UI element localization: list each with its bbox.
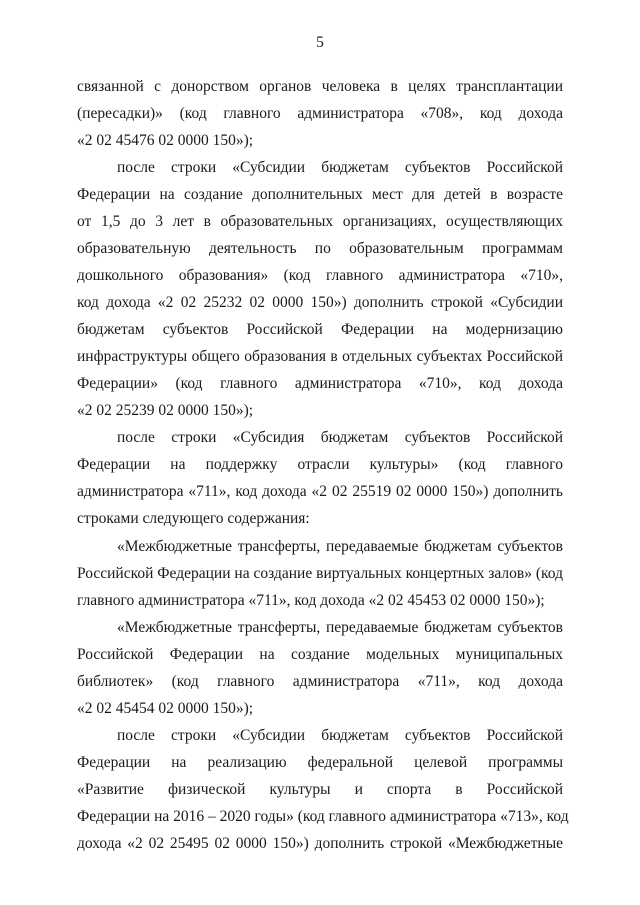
text-line: дохода «2 02 25495 02 0000 150») дополнить строкой «Межбюджетные	[77, 835, 563, 852]
text-line: после строки «Субсидии бюджетам субъектов Российской	[117, 727, 563, 744]
text-line: Российской Федерации на создание виртуальных концертных залов» (код	[77, 565, 563, 582]
text-line: инфраструктуры общего образования в отдельных субъектах Российской	[77, 348, 563, 365]
text-line: от 1,5 до 3 лет в образовательных организациях, осуществляющих	[77, 213, 563, 230]
text-line: после строки «Субсидии бюджетам субъектов Российской	[117, 159, 563, 176]
text-line: Федерации на реализацию федеральной целевой программы	[77, 754, 563, 771]
text-line: дошкольного образования» (код главного администратора «710»,	[77, 267, 563, 284]
text-line: бюджетам субъектов Российской Федерации на модернизацию	[77, 321, 563, 338]
text-line: Федерации на поддержку отрасли культуры» (код главного	[77, 456, 563, 473]
text-line: Федерации» (код главного администратора «710», код дохода	[77, 375, 563, 392]
text-line: (пересадки)» (код главного администратора «708», код дохода	[77, 105, 563, 122]
text-line: библиотек» (код главного администратора «711», код дохода	[77, 673, 563, 690]
text-line: связанной с донорством органов человека в целях трансплантации	[77, 78, 563, 95]
text-line: «2 02 45476 02 0000 150»);	[77, 132, 254, 149]
text-line: «Развитие физической культуры и спорта в Российской	[77, 781, 563, 798]
text-line: после строки «Субсидия бюджетам субъектов Российской	[117, 429, 563, 446]
text-line: Федерации на 2016 – 2020 годы» (код главного администратора «713», код	[77, 808, 569, 825]
text-line: код дохода «2 02 25232 02 0000 150») дополнить строкой «Субсидии	[77, 294, 563, 311]
text-line: «Межбюджетные трансферты, передаваемые бюджетам субъектов	[117, 538, 563, 555]
text-line: строками следующего содержания:	[77, 510, 310, 527]
text-line: администратора «711», код дохода «2 02 25519 02 0000 150») дополнить	[77, 483, 563, 500]
text-line: Российской Федерации на создание модельных муниципальных	[77, 646, 563, 663]
text-line: образовательную деятельность по образовательным программам	[77, 240, 563, 257]
text-line: «2 02 25239 02 0000 150»);	[77, 402, 254, 419]
page-number: 5	[316, 34, 324, 51]
text-line: «2 02 45454 02 0000 150»);	[77, 700, 254, 717]
text-line: Федерации на создание дополнительных мест для детей в возрасте	[77, 186, 563, 203]
text-line: главного администратора «711», код дохода «2 02 45453 02 0000 150»);	[77, 592, 545, 609]
text-line: «Межбюджетные трансферты, передаваемые бюджетам субъектов	[117, 619, 563, 636]
